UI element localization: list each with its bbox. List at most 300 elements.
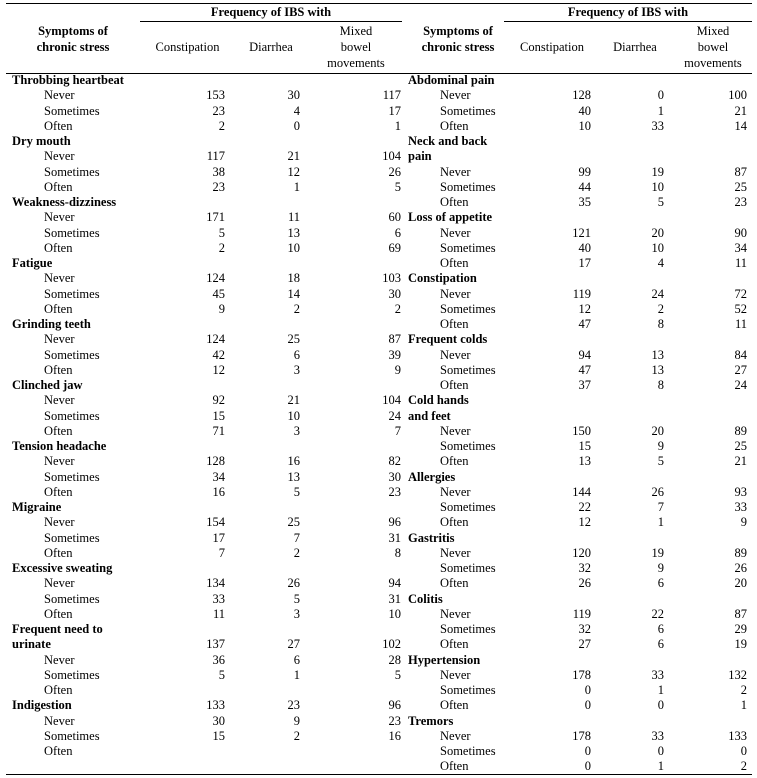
- mixed-count-right: 21: [734, 103, 747, 118]
- diarrhea-count-left: 13: [287, 469, 300, 484]
- frequency-label-left: Never: [44, 210, 75, 225]
- col-mixed-line1-left: Mixed: [339, 24, 373, 38]
- diarrhea-count-right: 33: [651, 728, 664, 743]
- mixed-count-right: 9: [740, 515, 747, 530]
- constipation-count-left: 9: [218, 301, 225, 316]
- constipation-count-left: 12: [212, 362, 225, 377]
- mixed-count-left: 5: [394, 179, 401, 194]
- symptom-label-left: Indigestion: [12, 698, 72, 713]
- diarrhea-count-right: 33: [651, 667, 664, 682]
- frequency-label-right: Often: [440, 515, 469, 530]
- diarrhea-count-left: 11: [287, 210, 300, 225]
- mixed-count-left: 28: [388, 652, 401, 667]
- diarrhea-count-left: 1: [293, 179, 300, 194]
- constipation-count-left: 23: [212, 103, 225, 118]
- symptom-label-left: Grinding teeth: [12, 317, 91, 331]
- mixed-count-left: 6: [394, 225, 401, 240]
- frequency-label-left: Often: [44, 683, 73, 697]
- constipation-count-right: 12: [578, 515, 591, 530]
- diarrhea-count-right: 24: [651, 286, 664, 301]
- col-mixed-line1-right: Mixed: [696, 24, 730, 38]
- frequency-label-left: Never: [44, 515, 75, 530]
- symptom-label-right: Frequent colds: [408, 332, 488, 347]
- mixed-count-right: 25: [734, 439, 747, 453]
- constipation-count-right: 12: [578, 301, 591, 316]
- constipation-count-right: 120: [572, 545, 591, 560]
- mixed-count-right: 27: [734, 362, 747, 377]
- diarrhea-count-left: 6: [293, 652, 300, 667]
- constipation-count-right: 35: [578, 195, 591, 209]
- mixed-count-right: 2: [740, 683, 747, 697]
- frequency-label-left: Sometimes: [44, 347, 100, 362]
- constipation-count-right: 32: [578, 561, 591, 575]
- diarrhea-count-left: 12: [287, 164, 300, 179]
- constipation-count-left: 30: [212, 713, 225, 728]
- mixed-count-left: 8: [394, 545, 401, 560]
- symptom-label-right: Allergies: [408, 469, 456, 484]
- mixed-count-left: 1: [394, 118, 401, 133]
- diarrhea-count-right: 10: [651, 179, 664, 194]
- symptom-label-right: Cold hands: [408, 393, 469, 408]
- mixed-count-right: 33: [734, 500, 747, 514]
- mixed-count-right: 89: [734, 423, 747, 438]
- diarrhea-count-right: 22: [651, 606, 664, 621]
- mixed-count-right: 90: [734, 225, 747, 240]
- mixed-count-left: 117: [382, 88, 401, 103]
- mixed-count-left: 69: [388, 240, 401, 255]
- mixed-count-left: 10: [388, 606, 401, 621]
- constipation-count-right: 37: [578, 378, 591, 392]
- mixed-count-left: 82: [388, 454, 401, 469]
- symptom-label-right: and feet: [408, 408, 451, 423]
- col-diarrhea-left: Diarrhea: [249, 40, 293, 54]
- diarrhea-count-left: 23: [287, 698, 300, 713]
- constipation-count-right: 40: [578, 103, 591, 118]
- diarrhea-count-left: 3: [293, 606, 300, 621]
- frequency-label-left: Often: [44, 744, 73, 758]
- symptom-label-left: Throbbing heartbeat: [12, 73, 124, 87]
- diarrhea-count-left: 7: [293, 530, 300, 545]
- constipation-count-right: 47: [578, 362, 591, 377]
- constipation-count-left: 2: [218, 118, 225, 133]
- mixed-count-left: 60: [388, 210, 401, 225]
- mixed-count-left: 104: [382, 393, 401, 408]
- constipation-count-right: 119: [572, 286, 591, 301]
- symptom-label-right: Hypertension: [408, 652, 481, 667]
- diarrhea-count-left: 9: [293, 713, 300, 728]
- frequency-header-left: Frequency of IBS with: [210, 5, 332, 19]
- symptom-label-left: Weakness-dizziness: [12, 195, 117, 209]
- constipation-count-right: 0: [584, 698, 591, 713]
- frequency-label-left: Often: [44, 545, 73, 560]
- constipation-count-left: 34: [212, 469, 225, 484]
- diarrhea-count-right: 20: [651, 225, 664, 240]
- constipation-count-right: 27: [578, 637, 591, 652]
- constipation-count-left: 7: [218, 545, 225, 560]
- constipation-count-left: 36: [212, 652, 225, 667]
- symptom-label-right: Tremors: [408, 713, 454, 728]
- frequency-label-left: Often: [44, 423, 73, 438]
- frequency-label-left: Often: [44, 118, 73, 133]
- constipation-count-left: 124: [206, 271, 225, 286]
- constipation-count-left: 128: [206, 454, 225, 469]
- diarrhea-count-right: 13: [651, 362, 664, 377]
- diarrhea-count-left: 1: [293, 667, 300, 682]
- constipation-count-left: 117: [206, 149, 225, 164]
- diarrhea-count-right: 6: [657, 637, 664, 652]
- diarrhea-count-right: 1: [657, 515, 664, 530]
- constipation-count-right: 128: [572, 88, 591, 103]
- diarrhea-count-right: 5: [657, 195, 664, 209]
- mixed-count-right: 87: [734, 164, 747, 179]
- mixed-count-right: 100: [728, 88, 747, 103]
- symptom-label-right: pain: [408, 149, 432, 164]
- constipation-count-right: 32: [578, 622, 591, 636]
- frequency-header-right: Frequency of IBS with: [567, 5, 689, 19]
- frequency-label-left: Never: [44, 88, 75, 103]
- frequency-label-left: Sometimes: [44, 728, 100, 743]
- frequency-label-left: Sometimes: [44, 408, 100, 423]
- constipation-count-left: 153: [206, 88, 225, 103]
- frequency-label-right: Sometimes: [440, 240, 496, 255]
- diarrhea-count-left: 26: [287, 576, 300, 591]
- mixed-count-right: 24: [734, 378, 747, 392]
- symptom-label-left: Excessive sweating: [12, 561, 113, 575]
- frequency-label-right: Never: [440, 484, 471, 499]
- diarrhea-count-left: 3: [293, 362, 300, 377]
- frequency-label-left: Sometimes: [44, 530, 100, 545]
- mixed-count-left: 102: [382, 637, 401, 652]
- symptom-label-right: Colitis: [408, 591, 443, 606]
- diarrhea-count-right: 2: [657, 301, 664, 316]
- mixed-count-right: 52: [734, 301, 747, 316]
- frequency-label-left: Often: [44, 179, 73, 194]
- col-mixed-line3-right: movements: [684, 56, 742, 70]
- diarrhea-count-right: 4: [657, 256, 664, 270]
- frequency-label-left: Never: [44, 713, 75, 728]
- frequency-label-left: Never: [44, 652, 75, 667]
- mixed-count-left: 104: [382, 149, 401, 164]
- col-mixed-line2-left: bowel: [340, 40, 372, 54]
- constipation-count-right: 0: [584, 759, 591, 774]
- mixed-count-left: 96: [388, 698, 401, 713]
- diarrhea-count-left: 13: [287, 225, 300, 240]
- frequency-label-left: Sometimes: [44, 164, 100, 179]
- symptom-label-left: Migraine: [12, 500, 62, 514]
- symptoms-header-line1-right: Symptoms of: [423, 24, 493, 38]
- diarrhea-count-right: 5: [657, 454, 664, 469]
- mixed-count-right: 23: [734, 195, 747, 209]
- diarrhea-count-left: 25: [287, 515, 300, 530]
- constipation-count-left: 5: [218, 225, 225, 240]
- mixed-count-right: 87: [734, 606, 747, 621]
- mixed-count-left: 94: [388, 576, 401, 591]
- frequency-label-left: Sometimes: [44, 103, 100, 118]
- frequency-label-right: Never: [440, 225, 471, 240]
- symptoms-header-line2-left: chronic stress: [36, 40, 110, 54]
- constipation-count-right: 13: [578, 454, 591, 469]
- diarrhea-count-right: 7: [657, 500, 664, 514]
- constipation-count-right: 10: [578, 118, 591, 133]
- constipation-count-left: 11: [212, 606, 225, 621]
- constipation-count-left: 124: [206, 332, 225, 347]
- mixed-count-right: 11: [734, 256, 747, 270]
- frequency-label-left: Often: [44, 301, 73, 316]
- constipation-count-left: 23: [212, 179, 225, 194]
- col-constipation-right: Constipation: [520, 40, 584, 54]
- frequency-label-right: Often: [440, 637, 469, 652]
- frequency-label-left: Often: [44, 240, 73, 255]
- diarrhea-count-left: 18: [287, 271, 300, 286]
- diarrhea-count-left: 10: [287, 240, 300, 255]
- frequency-label-right: Never: [440, 286, 471, 301]
- constipation-count-right: 144: [572, 484, 591, 499]
- frequency-label-right: Sometimes: [440, 103, 496, 118]
- mixed-count-right: 84: [734, 347, 747, 362]
- constipation-count-left: 16: [212, 484, 225, 499]
- mixed-count-right: 2: [740, 759, 747, 774]
- symptom-label-left: Tension headache: [12, 439, 107, 453]
- diarrhea-count-right: 19: [651, 545, 664, 560]
- diarrhea-count-right: 6: [657, 622, 664, 636]
- constipation-count-right: 22: [578, 500, 591, 514]
- constipation-count-right: 119: [572, 606, 591, 621]
- constipation-count-left: 133: [206, 698, 225, 713]
- mixed-count-right: 25: [734, 179, 747, 194]
- diarrhea-count-right: 26: [651, 484, 664, 499]
- frequency-label-left: Never: [44, 149, 75, 164]
- constipation-count-left: 15: [212, 728, 225, 743]
- diarrhea-count-right: 10: [651, 240, 664, 255]
- mixed-count-right: 11: [734, 317, 747, 331]
- symptoms-header-line1-left: Symptoms of: [38, 24, 108, 38]
- mixed-count-left: 7: [394, 423, 401, 438]
- constipation-count-right: 15: [578, 439, 591, 453]
- mixed-count-right: 132: [728, 667, 747, 682]
- constipation-count-right: 17: [578, 256, 591, 270]
- diarrhea-count-left: 21: [287, 149, 300, 164]
- frequency-label-right: Never: [440, 667, 471, 682]
- frequency-label-left: Sometimes: [44, 225, 100, 240]
- constipation-count-left: 42: [212, 347, 225, 362]
- symptom-label-left: Dry mouth: [12, 134, 71, 148]
- diarrhea-count-left: 3: [293, 423, 300, 438]
- constipation-count-left: 137: [206, 637, 225, 652]
- mixed-count-right: 20: [734, 576, 747, 591]
- mixed-count-left: 16: [388, 728, 401, 743]
- mixed-count-left: 9: [394, 362, 401, 377]
- frequency-label-right: Often: [440, 317, 469, 331]
- mixed-count-left: 96: [388, 515, 401, 530]
- col-diarrhea-right: Diarrhea: [613, 40, 657, 54]
- diarrhea-count-right: 1: [657, 683, 664, 697]
- frequency-label-left: Sometimes: [44, 667, 100, 682]
- mixed-count-left: 23: [388, 484, 401, 499]
- mixed-count-left: 24: [388, 408, 401, 423]
- diarrhea-count-right: 19: [651, 164, 664, 179]
- symptoms-header-line2-right: chronic stress: [421, 40, 495, 54]
- frequency-label-right: Never: [440, 728, 471, 743]
- constipation-count-right: 178: [572, 728, 591, 743]
- mixed-count-left: 5: [394, 667, 401, 682]
- diarrhea-count-right: 8: [657, 317, 664, 331]
- constipation-count-left: 134: [206, 576, 225, 591]
- constipation-count-left: 2: [218, 240, 225, 255]
- constipation-count-left: 33: [212, 591, 225, 606]
- constipation-count-left: 17: [212, 530, 225, 545]
- mixed-count-left: 103: [382, 271, 401, 286]
- diarrhea-count-left: 16: [287, 454, 300, 469]
- mixed-count-right: 14: [734, 118, 747, 133]
- diarrhea-count-right: 0: [657, 744, 664, 758]
- symptom-label-right: Gastritis: [408, 530, 455, 545]
- diarrhea-count-left: 2: [293, 301, 300, 316]
- constipation-count-right: 0: [584, 744, 591, 758]
- constipation-count-right: 99: [578, 164, 591, 179]
- frequency-label-left: Sometimes: [44, 591, 100, 606]
- col-mixed-line2-right: bowel: [697, 40, 729, 54]
- mixed-count-right: 93: [734, 484, 747, 499]
- frequency-label-left: Sometimes: [44, 286, 100, 301]
- symptom-label-left: Clinched jaw: [12, 378, 83, 392]
- symptom-label-right: Loss of appetite: [408, 210, 493, 225]
- diarrhea-count-left: 6: [293, 347, 300, 362]
- diarrhea-count-left: 2: [293, 545, 300, 560]
- frequency-label-right: Often: [440, 698, 469, 713]
- diarrhea-count-left: 2: [293, 728, 300, 743]
- frequency-label-right: Sometimes: [440, 622, 496, 636]
- diarrhea-count-left: 30: [287, 88, 300, 103]
- col-mixed-line3-left: movements: [327, 56, 385, 70]
- frequency-label-right: Sometimes: [440, 362, 496, 377]
- constipation-count-right: 178: [572, 667, 591, 682]
- frequency-label-right: Never: [440, 423, 471, 438]
- symptom-label-left: Fatigue: [12, 256, 53, 270]
- mixed-count-left: 26: [388, 164, 401, 179]
- mixed-count-right: 133: [728, 728, 747, 743]
- constipation-count-left: 15: [212, 408, 225, 423]
- symptom-label-left: Frequent need to: [12, 622, 103, 636]
- diarrhea-count-right: 13: [651, 347, 664, 362]
- diarrhea-count-right: 1: [657, 759, 664, 774]
- frequency-label-right: Never: [440, 347, 471, 362]
- frequency-label-right: Sometimes: [440, 561, 496, 575]
- diarrhea-count-right: 0: [657, 88, 664, 103]
- frequency-label-left: Never: [44, 393, 75, 408]
- mixed-count-right: 72: [734, 286, 747, 301]
- frequency-label-right: Often: [440, 256, 469, 270]
- mixed-count-left: 30: [388, 286, 401, 301]
- frequency-label-right: Never: [440, 545, 471, 560]
- constipation-count-left: 154: [206, 515, 225, 530]
- constipation-count-right: 26: [578, 576, 591, 591]
- frequency-label-right: Often: [440, 195, 469, 209]
- frequency-label-left: Often: [44, 484, 73, 499]
- frequency-label-left: Never: [44, 454, 75, 469]
- constipation-count-right: 94: [578, 347, 591, 362]
- frequency-label-right: Sometimes: [440, 500, 496, 514]
- mixed-count-right: 34: [734, 240, 747, 255]
- symptom-label-right: Constipation: [408, 271, 477, 286]
- constipation-count-left: 45: [212, 286, 225, 301]
- frequency-label-right: Often: [440, 118, 469, 133]
- frequency-label-right: Never: [440, 164, 471, 179]
- constipation-count-left: 92: [212, 393, 225, 408]
- mixed-count-right: 0: [740, 744, 747, 758]
- mixed-count-right: 19: [734, 637, 747, 652]
- diarrhea-count-right: 8: [657, 378, 664, 392]
- mixed-count-right: 1: [740, 698, 747, 713]
- diarrhea-count-left: 21: [287, 393, 300, 408]
- diarrhea-count-left: 10: [287, 408, 300, 423]
- diarrhea-count-right: 20: [651, 423, 664, 438]
- mixed-count-right: 29: [734, 622, 747, 636]
- mixed-count-left: 17: [388, 103, 401, 118]
- diarrhea-count-left: 4: [293, 103, 300, 118]
- frequency-label-right: Sometimes: [440, 683, 496, 697]
- constipation-count-left: 71: [212, 423, 225, 438]
- diarrhea-count-left: 25: [287, 332, 300, 347]
- mixed-count-right: 26: [734, 561, 747, 575]
- mixed-count-left: 31: [388, 530, 401, 545]
- frequency-label-right: Never: [440, 88, 471, 103]
- freq-underline-right: [504, 21, 752, 22]
- constipation-count-right: 121: [572, 225, 591, 240]
- frequency-label-right: Sometimes: [440, 439, 496, 453]
- frequency-label-right: Often: [440, 576, 469, 591]
- mixed-count-left: 23: [388, 713, 401, 728]
- mixed-count-left: 39: [388, 347, 401, 362]
- mixed-count-left: 87: [388, 332, 401, 347]
- diarrhea-count-right: 33: [651, 118, 664, 133]
- frequency-label-right: Sometimes: [440, 179, 496, 194]
- diarrhea-count-right: 9: [657, 439, 664, 453]
- constipation-count-left: 5: [218, 667, 225, 682]
- col-constipation-left: Constipation: [155, 40, 220, 54]
- constipation-count-right: 0: [584, 683, 591, 697]
- frequency-label-left: Often: [44, 606, 73, 621]
- frequency-label-right: Often: [440, 378, 469, 392]
- constipation-count-right: 47: [578, 317, 591, 331]
- frequency-label-left: Sometimes: [44, 469, 100, 484]
- constipation-count-right: 40: [578, 240, 591, 255]
- diarrhea-count-left: 14: [287, 286, 300, 301]
- frequency-label-left: Never: [44, 271, 75, 286]
- mixed-count-right: 89: [734, 545, 747, 560]
- constipation-count-right: 150: [572, 423, 591, 438]
- constipation-count-left: 171: [206, 210, 225, 225]
- constipation-count-left: 38: [212, 164, 225, 179]
- diarrhea-count-left: 27: [287, 637, 300, 652]
- mixed-count-left: 2: [394, 301, 401, 316]
- freq-underline-left: [140, 21, 402, 22]
- diarrhea-count-left: 5: [293, 591, 300, 606]
- diarrhea-count-left: 0: [293, 118, 300, 133]
- frequency-label-right: Sometimes: [440, 301, 496, 316]
- symptom-label-right: Neck and back: [408, 134, 488, 148]
- frequency-label-right: Often: [440, 759, 469, 774]
- diarrhea-count-right: 9: [657, 561, 664, 575]
- diarrhea-count-right: 0: [657, 698, 664, 713]
- diarrhea-count-left: 5: [293, 484, 300, 499]
- frequency-label-left: Never: [44, 576, 75, 591]
- mixed-count-right: 21: [734, 454, 747, 469]
- frequency-label-left: Never: [44, 332, 75, 347]
- mixed-count-left: 30: [388, 469, 401, 484]
- frequency-label-right: Never: [440, 606, 471, 621]
- constipation-count-right: 44: [578, 179, 591, 194]
- diarrhea-count-right: 6: [657, 576, 664, 591]
